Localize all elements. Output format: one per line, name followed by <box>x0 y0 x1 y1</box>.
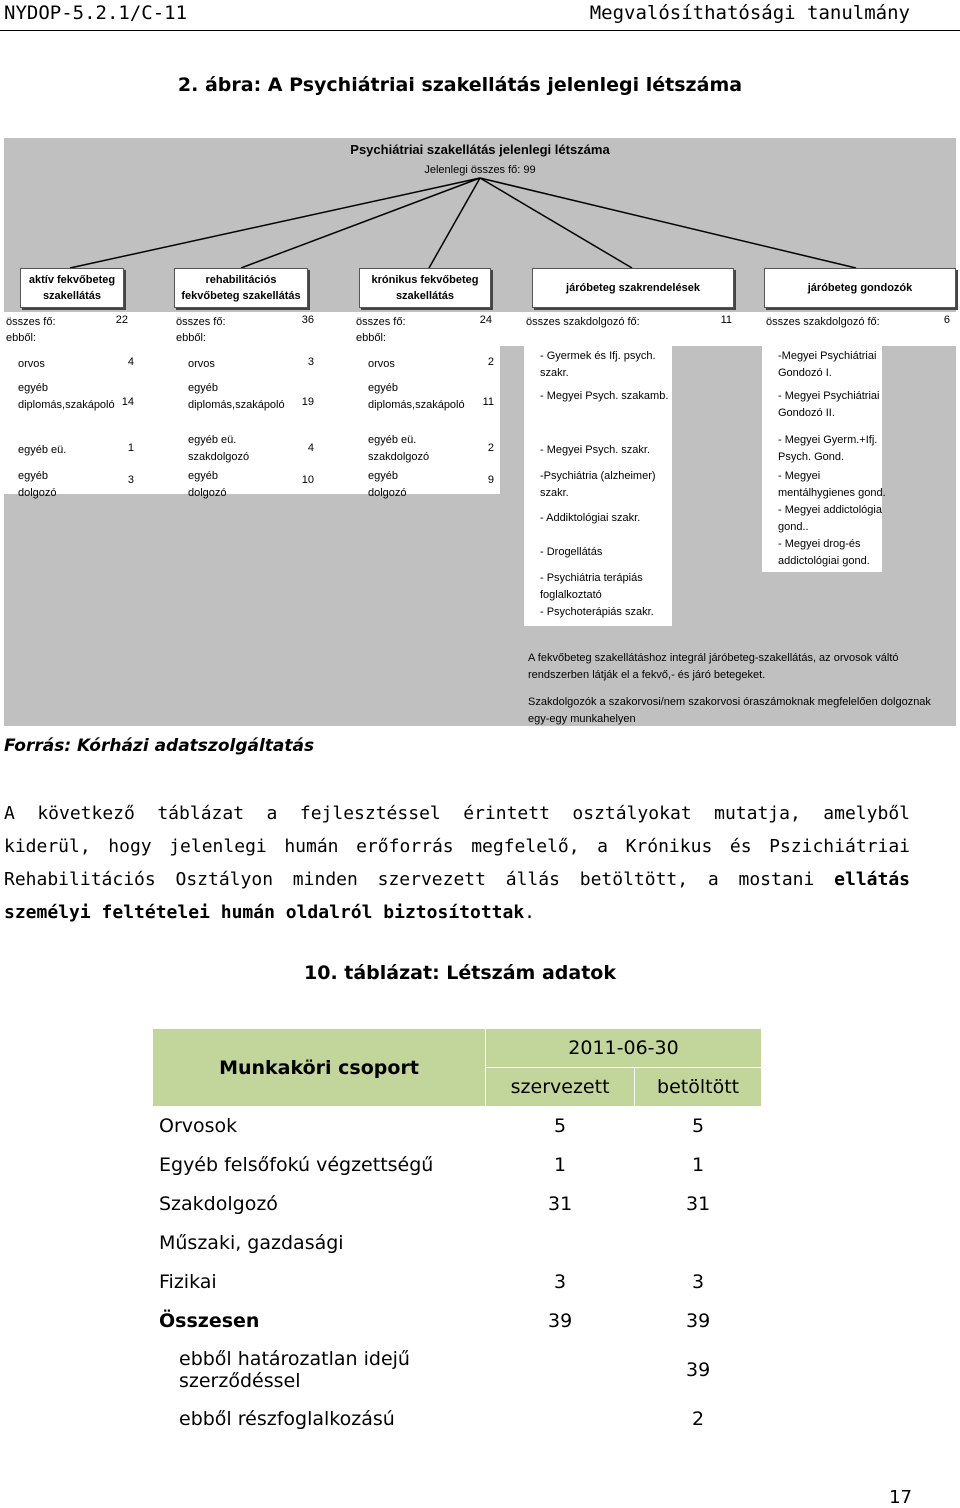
table-row: Szakdolgozó 31 31 <box>153 1185 762 1224</box>
table-row-total: Összesen 39 39 <box>153 1302 762 1341</box>
table-title: 10. táblázat: Létszám adatok <box>304 962 616 984</box>
header-rule <box>0 30 960 31</box>
org-note-2: Szakdolgozók a szakorvosi/nem szakorvosi óraszámoknak megfelelően dolgoznak egy-egy munkahelyen <box>528 696 931 725</box>
header-filled: betöltött <box>635 1068 762 1107</box>
org-connectors <box>4 138 956 278</box>
box-rehab: rehabilitációs fekvőbeteg szakellátás <box>174 268 308 308</box>
page-header <box>0 0 960 30</box>
body-paragraph: A következő táblázat a fejlesztéssel érintett osztályokat mutatja, amelyből kiderül, hogy jelenlegi humán erőforrás megfelelő, a Krónikus és Pszichiátriai Rehabilitációs Osztályon minden szervezett állás betöltött, a mostani ellátás személyi feltételei humán oldalról biztosítottak. <box>4 803 910 923</box>
doc-title: Megvalósíthatósági tanulmány <box>589 2 910 24</box>
header-date: 2011-06-30 <box>486 1029 762 1068</box>
box-gondozo: járóbeteg gondozók <box>764 268 956 308</box>
doc-code: NYDOP-5.2.1/C-11 <box>4 2 188 24</box>
table-row-sub: ebből határozatlan idejű szerződéssel 39 <box>153 1341 762 1400</box>
box-kronikus: krónikus fekvőbeteg szakellátás <box>359 268 491 308</box>
box-jaro: járóbeteg szakrendelések <box>532 268 734 308</box>
table-row: Egyéb felsőfokú végzettségű 1 1 <box>153 1146 762 1185</box>
table-row: Orvosok 5 5 <box>153 1107 762 1146</box>
org-title: Psychiátriai szakellátás jelenlegi létszáma <box>350 142 610 157</box>
header-group: Munkaköri csoport <box>153 1029 486 1107</box>
source-note: Forrás: Kórházi adatszolgáltatás <box>4 736 315 756</box>
table-row: Fizikai 3 3 <box>153 1263 762 1302</box>
org-chart: Psychiátriai szakellátás jelenlegi létszáma Jelenlegi összes fő: 99 aktív fekvőbeteg szakellátás rehabilitációs fekvőbeteg szakellátás krónikus fekvőbeteg szakellátás járóbeteg szakrendelések járóbeteg gondozók összes fő: 22 ebből: orvos 4 egyéb diplomás,szakápoló 14 egyéb eü. 1 egyéb dolgozó 3 összes fő: 36 ebből: orvos 3 egyéb diplomás,szakápoló 19 egyéb eü. szakdolgozó 4 egyéb dolgozó 10 összes fő: 24 ebből: orvos 2 egyéb diplomás,szakápoló 11 egyéb eü. szakdolgozó 2 egyéb dolgozó 9 összes szakdolgozó fő: 11 - Gyermek és Ifj. psych. szakr. - Megyei Psych. szakamb. - Megyei Psych. szakr. -Psychiátria (alzheimer) szakr. - Addiktológiai szakr. - Drogellátás - Psychiátria terápiás foglalkoztató - Psychoterápiás szakr. összes szakdolgozó fő: 6 -Megyei Psychiátriai Gondozó I. - Megyei Psychiátriai Gondozó II. - Megyei Gyerm.+Ifj. Psych. Gond. - Megyei mentálhygienes gond. - Megyei addictológia gond.. - Megyei drog-és addictológiai gond. A fekvőbeteg szakellátáshoz integrál járóbeteg-szakellátás, az orvosok váltó rendszerben látják el a fekvő,- és járó betegeket. Szakdolgozók a szakorvosi/nem szakorvosi óraszámoknak megfelelően dolgoznak egy-egy munkahelyen <box>4 138 956 726</box>
staff-table <box>152 1028 762 1439</box>
figure-title: 2. ábra: A Psychiátriai szakellátás jelenlegi létszáma <box>177 74 743 96</box>
table-row: Műszaki, gazdasági <box>153 1224 762 1263</box>
org-subtitle: Jelenlegi összes fő: 99 <box>424 164 536 176</box>
box-aktiv: aktív fekvőbeteg szakellátás <box>20 268 124 308</box>
page-number: 17 <box>889 1487 912 1508</box>
table-row-sub: ebből részfoglalkozású 2 <box>153 1400 762 1439</box>
header-planned: szervezett <box>486 1068 635 1107</box>
org-note-1: A fekvőbeteg szakellátáshoz integrál járóbeteg-szakellátás, az orvosok váltó rendszerben látják el a fekvő,- és járó betegeket. <box>528 652 899 681</box>
